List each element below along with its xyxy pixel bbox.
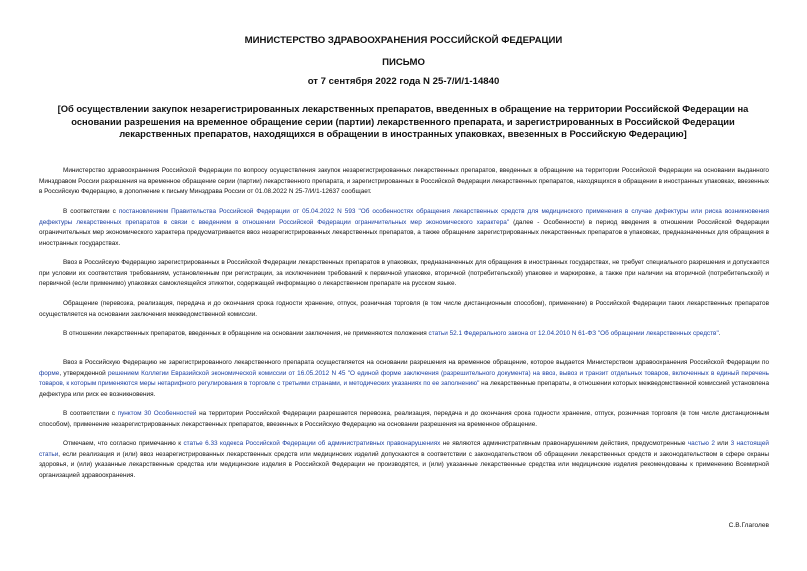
paragraph-6-text-middle: , утвержденной bbox=[59, 369, 108, 377]
paragraph-6 bbox=[39, 358, 769, 400]
ministry-name: МИНИСТЕРСТВО ЗДРАВООХРАНЕНИЯ РОССИЙСКОЙ ФЕДЕРАЦИИ bbox=[244, 35, 563, 46]
paragraph-1 bbox=[39, 166, 769, 198]
paragraph-4-text: Обращение (перевозка, реализация, передача и до окончания срока годности хранение, отпуск, розничная торговля (в том числе дистанционным способом), применение) в Российской Федерации таких лекарственных препаратов осуществляется на основании заключения межведомственной комиссии. bbox=[39, 300, 769, 318]
eec-decision-45-link[interactable]: решением Коллегии Евразийской экономической комиссии от 16.05.2012 N 45 "О единой форме заключения (разрешительного документа) на ввоз, вывоз и транзит отдельных товаров, включенных в единый перечень товаров, к которым применяются меры нетарифного регулирования в торговле с третьими странами, и методических указаниях по ее заполнению" bbox=[39, 369, 769, 388]
paragraph-8 bbox=[39, 439, 769, 481]
paragraph-6-text-end: на лекарственные препараты, в отношении которых межведомственной комиссией установлена дефектура или риск ее возникновения. bbox=[39, 380, 769, 398]
part-2-link[interactable]: частью 2 bbox=[687, 440, 715, 447]
article-6-33-link[interactable]: статье 6.33 кодекса Российской Федерации об административных правонарушениях bbox=[183, 440, 441, 447]
paragraph-2-text-end: (далее - Особенности) в период введения в отношении Российской Федерации ограничительных мер экономического характера предусматривается ввоз незарегистрированных лекарственных препаратов, а также обращение зарегистрированных лекарственных препаратов в упаковках, предназначенных для обращения в иностранных государствах. bbox=[39, 218, 769, 247]
paragraph-1-text: Министерство здравоохранения Российской Федерации по вопросу осуществления закупок незарегистрированных лекарственных препаратов, введенных в обращение на территории Российской Федерации на основании выданного Минздравом России разрешения на временное обращение серии (партии) лекарственного препарата, и зарегистрированных в Российской Федерации лекарственных препаратов, находящихся в обращении в иностранных упаковках, ввезенных в Российскую Федерацию, в дополнение к письму Минздрава России от 01.08.2022 N 25-7/И/1-12637 сообщает. bbox=[39, 167, 769, 196]
clause-30-link[interactable]: пунктом 30 Особенностей bbox=[117, 410, 197, 417]
document-title: [Об осуществлении закупок незарегистрированных лекарственных препаратов, введенных в обращение на территории Российской Федерации на основании разрешения на временное обращение серии (партии) лекарственного препарата, и зарегистрированных в Российской Федерации лекарственных препаратов, находящихся в обращении в иностранных упаковках, ввезенных в Российскую Федерацию] bbox=[57, 103, 749, 139]
article-52-1-link[interactable]: статьи 52.1 Федерального закона от 12.04.2010 N 61-ФЗ "Об обращении лекарственных средств" bbox=[428, 330, 719, 337]
paragraph-3 bbox=[39, 258, 769, 290]
paragraph-8-text-c: или bbox=[714, 440, 731, 447]
paragraph-8-text-start: Отмечаем, что согласно примечанию к bbox=[63, 440, 184, 447]
paragraph-7-text-start: В соответствии с bbox=[63, 410, 118, 417]
paragraph-5 bbox=[39, 329, 769, 340]
paragraph-2 bbox=[39, 207, 769, 249]
paragraph-7 bbox=[39, 409, 769, 430]
paragraph-5-text-start: В отношении лекарственных препаратов, введенных в обращение на основании заключения, не применяются положения bbox=[63, 330, 429, 337]
signature: С.В.Глаголев bbox=[728, 522, 769, 529]
document-date-number: от 7 сентября 2022 года N 25-7/И/1-14840 bbox=[307, 76, 500, 87]
paragraph-2-text-start: В соответствии с bbox=[63, 208, 119, 215]
paragraph-5-text-end: . bbox=[718, 330, 721, 337]
paragraph-6-text-start: Ввоз в Российскую Федерацию не зарегистрированного лекарственного препарата осуществляется на основании разрешения на временное обращение, которое выдается Министерством здравоохранения Российской Федерации по bbox=[63, 359, 769, 366]
document-type: ПИСЬМО bbox=[382, 57, 425, 68]
paragraph-8-text-b: не являются административным правонарушением действия, предусмотренные bbox=[440, 440, 688, 447]
form-link[interactable]: форме bbox=[39, 369, 60, 377]
paragraph-7-text-end: на территории Российской Федерации разрешается перевозка, реализация, передача и до окончания срока годности хранение, отпуск, розничная торговля (в том числе дистанционным способом), применение незарегистрированных лекарственных препаратов, ввезенных в Российскую Федерацию на основании разрешения на временное обращение. bbox=[39, 410, 769, 428]
paragraph-8-text-end: , если реализация и (или) ввоз незарегистрированных лекарственных средств или медицинских изделий допускаются в соответствии с законодательством об обращении лекарственных средств и законодательством в сфере охраны здоровья, и (или) указанные лекарственные средства или медицинские изделия в Российской Федерации не производятся, и (или) указанные лекарственные средства или медицинские изделия рекомендованы к применению Всемирной организацией здравоохранения. bbox=[39, 450, 769, 479]
part-3-link[interactable]: 3 настоящей статьи bbox=[39, 440, 769, 458]
paragraph-3-text: Ввоз в Российскую Федерацию зарегистрированных в Российской Федерации лекарственных препаратов в упаковках, предназначенных для обращения в иностранных государствах, не требует специального разрешения и допускается при условии их соответствия требованиям, установленным при регистрации, за исключением требований к первичной упаковке, вторичной (потребительской) упаковке и маркировке, а также при наличии на вторичной (потребительской) и первичной (если применимо) упаковках самоклеящейся этикетки, содержащей информацию о лекарственном препарате на русском языке. bbox=[39, 259, 769, 288]
resolution-593-link[interactable]: постановлением Правительства Российской Федерации от 05.04.2022 N 593 "Об особенностях обращения лекарственных средств для медицинского применения в случае дефектуры или риска возникновения дефектуры лекарственных препаратов в связи с введением в отношении Российской Федерации ограничительных мер экономического характера" bbox=[39, 208, 770, 226]
paragraph-4 bbox=[39, 299, 769, 320]
